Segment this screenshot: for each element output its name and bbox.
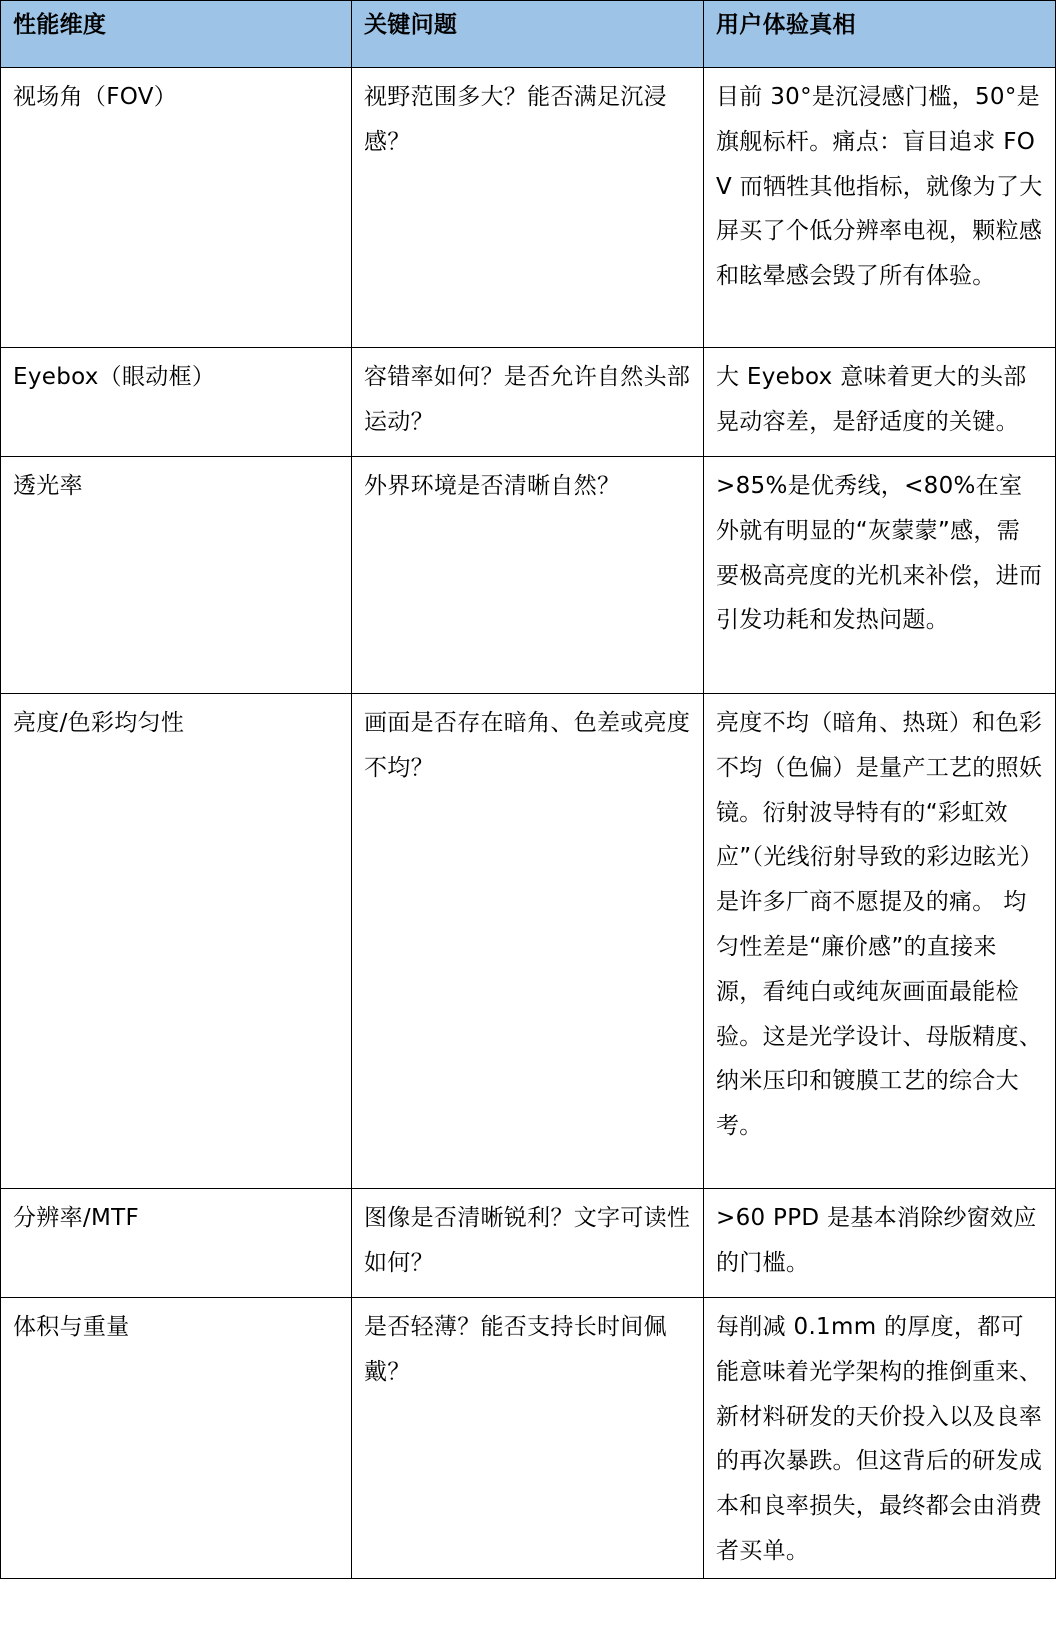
- cell-question: 外界环境是否清晰自然？: [352, 457, 704, 694]
- cell-truth: 大 Eyebox 意味着更大的头部晃动容差，是舒适度的关键。: [704, 348, 1056, 457]
- table-row: [1, 1298, 1056, 1579]
- cell-truth: >60 PPD 是基本消除纱窗效应的门槛。: [704, 1189, 1056, 1298]
- cell-truth: 目前 30°是沉浸感门槛，50°是旗舰标杆。痛点：盲目追求 FOV 而牺牲其他指标，就像为了大屏买了个低分辨率电视，颗粒感和眩晕感会毁了所有体验。: [704, 68, 1056, 348]
- cell-dimension: 亮度/色彩均匀性: [1, 694, 352, 1189]
- header-question: 关键问题: [352, 1, 704, 68]
- cell-truth: 亮度不均（暗角、热斑）和色彩不均（色偏）是量产工艺的照妖镜。衍射波导特有的“彩虹效应”（光线衍射导致的彩边眩光）是许多厂商不愿提及的痛。 均匀性差是“廉价感”的直接来源，看纯白或纯灰画面最能检验。这是光学设计、母版精度、纳米压印和镀膜工艺的综合大考。: [704, 694, 1056, 1189]
- cell-dimension: 体积与重量: [1, 1298, 352, 1579]
- cell-question: 视野范围多大？能否满足沉浸感？: [352, 68, 704, 348]
- cell-truth: 每削减 0.1mm 的厚度，都可能意味着光学架构的推倒重来、新材料研发的天价投入以及良率的再次暴跌。但这背后的研发成本和良率损失，最终都会由消费者买单。: [704, 1298, 1056, 1579]
- table-row: [1, 348, 1056, 457]
- table-row: [1, 457, 1056, 694]
- table-row: [1, 68, 1056, 348]
- header-dimension: 性能维度: [1, 1, 352, 68]
- cell-question: 是否轻薄？能否支持长时间佩戴？: [352, 1298, 704, 1579]
- cell-dimension: 分辨率/MTF: [1, 1189, 352, 1298]
- cell-dimension: 透光率: [1, 457, 352, 694]
- table-row: [1, 1189, 1056, 1298]
- cell-dimension: Eyebox（眼动框）: [1, 348, 352, 457]
- cell-question: 图像是否清晰锐利？文字可读性如何？: [352, 1189, 704, 1298]
- table-header-row: [1, 1, 1056, 68]
- cell-dimension: 视场角（FOV）: [1, 68, 352, 348]
- header-truth: 用户体验真相: [704, 1, 1056, 68]
- cell-truth: >85%是优秀线，<80%在室外就有明显的“灰蒙蒙”感，需要极高亮度的光机来补偿，进而引发功耗和发热问题。: [704, 457, 1056, 694]
- table-row: [1, 694, 1056, 1189]
- cell-question: 容错率如何？是否允许自然头部运动？: [352, 348, 704, 457]
- cell-question: 画面是否存在暗角、色差或亮度不均？: [352, 694, 704, 1189]
